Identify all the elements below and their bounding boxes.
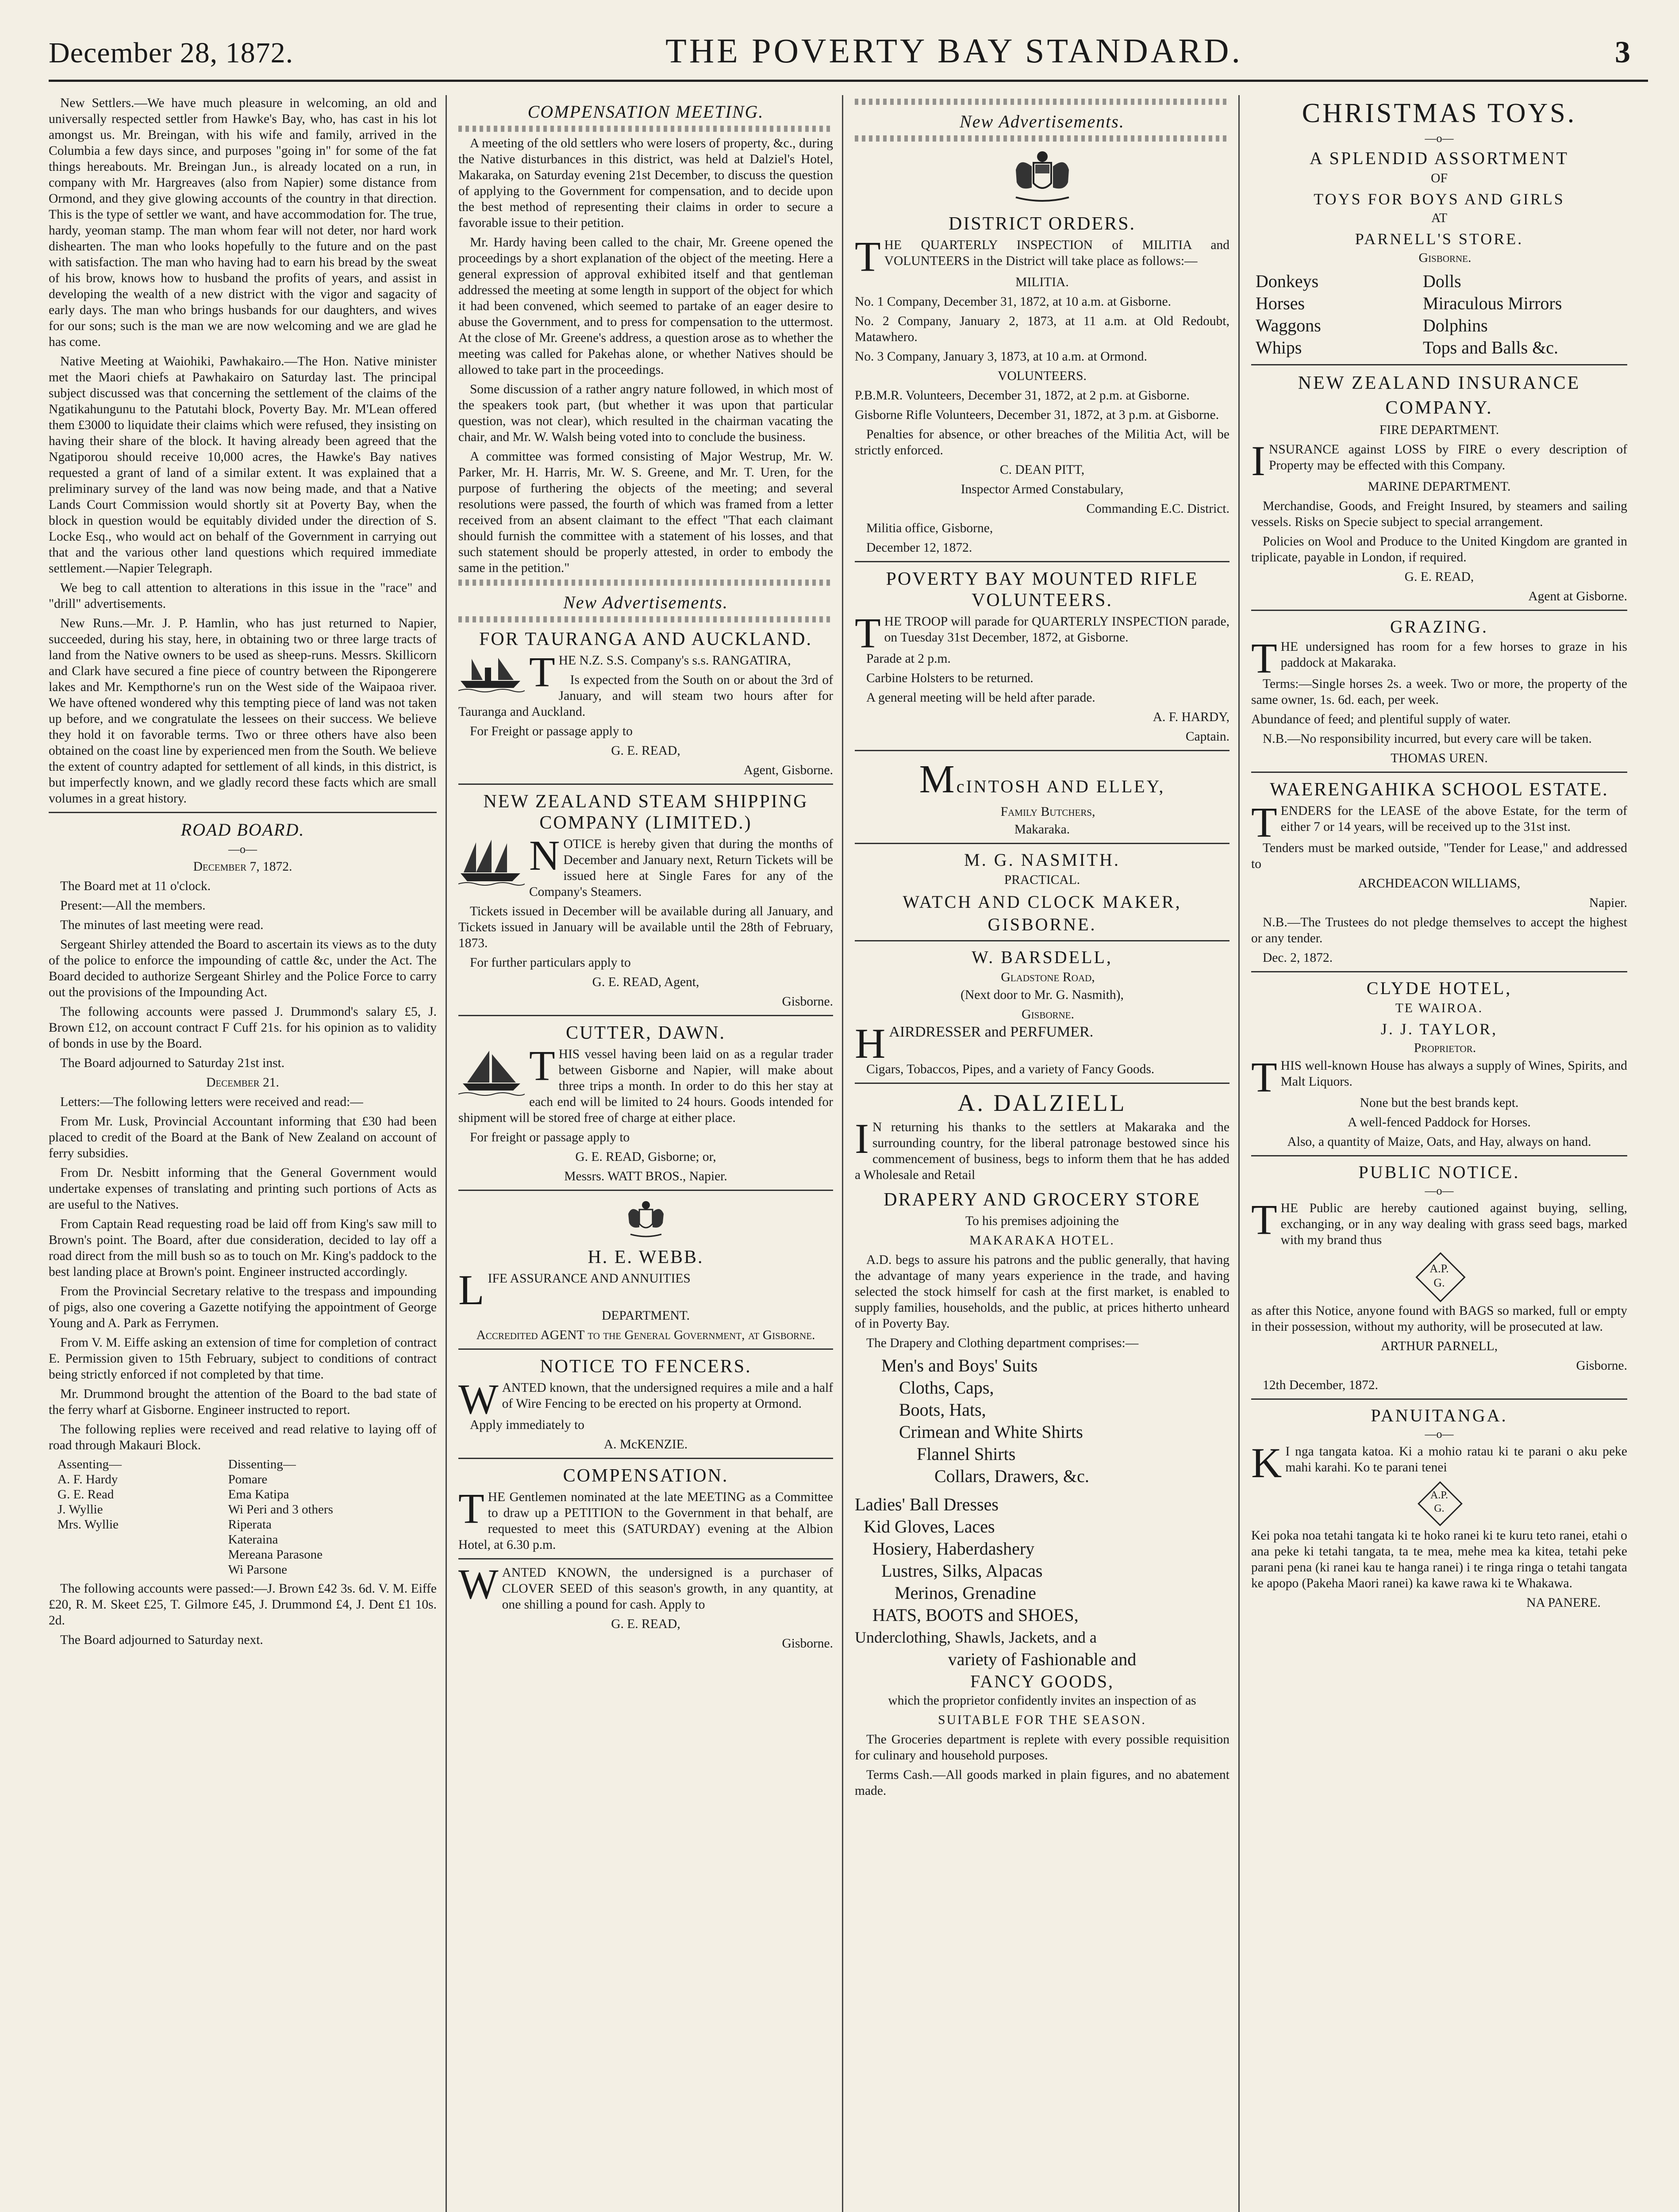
ad-signature: G. E. READ, Agent, xyxy=(592,975,699,989)
ad-body: WANTED KNOWN, the undersigned is a purchaser of CLOVER SEED of this season's growth, in any quantity, at one shilling a pound for cash. Apply to xyxy=(458,1560,833,1612)
assenting-heading: Assenting— xyxy=(58,1457,122,1471)
ornament-rule xyxy=(855,99,1229,105)
ornament-rule: —o— xyxy=(1425,1184,1454,1197)
drop-cap: I xyxy=(1251,437,1265,484)
list-item: Cloths, Caps, xyxy=(899,1378,994,1398)
divider xyxy=(1251,364,1627,365)
ad-body: The Groceries department is replete with every possible requisition for culinary and household purposes. xyxy=(855,1732,1229,1763)
ad-body: Gisborne. xyxy=(1021,1007,1074,1022)
ad-title: CHRISTMAS TOYS. xyxy=(1302,98,1577,128)
cutter-ship-icon xyxy=(458,1048,525,1097)
ad-body: NOTICE is hereby given that during the months of December and January next, Return Tickets will be issued here at Single Fares for any of the Company's Steamers. xyxy=(458,836,833,900)
brand-diamond xyxy=(1251,1252,1627,1300)
ad-title: GRAZING. xyxy=(1390,617,1488,637)
column-4 xyxy=(1251,95,1636,2212)
brand-text: G. xyxy=(1433,1276,1445,1289)
drop-cap: L xyxy=(458,1266,484,1313)
ad-signature: A. F. HARDY, xyxy=(1153,710,1229,724)
ad-body: GISBORNE. xyxy=(987,914,1097,934)
drop-cap: T xyxy=(855,233,881,280)
list-item: Merinos, Grenadine xyxy=(895,1583,1036,1603)
drop-cap: T xyxy=(458,1485,484,1532)
drop-cap: T xyxy=(1251,1196,1277,1243)
ad-body: which the proprietor confidently invites an inspection of as xyxy=(888,1694,1196,1708)
ad-body: Policies on Wool and Produce to the United Kingdom are granted in triplicate, payable in London, if required. xyxy=(1251,534,1627,565)
ad-signature: G. E. READ, xyxy=(611,1617,680,1631)
divider xyxy=(855,750,1229,751)
ad-body: Also, a quantity of Maize, Oats, and Hay, always on hand. xyxy=(1287,1135,1591,1149)
ad-body: SUITABLE FOR THE SEASON. xyxy=(938,1713,1146,1727)
ad-signature: ARTHUR PARNELL, xyxy=(1380,1339,1498,1353)
ad-title: POVERTY BAY MOUNTED RIFLE VOLUNTEERS. xyxy=(886,569,1199,611)
ad-body: as after this Notice, anyone found with BAGS so marked, full or empty in their possession, without my authority, will be prosecuted at law. xyxy=(1251,1304,1627,1334)
ad-body: TENDERS for the LEASE of the above Estate, for the term of either 7 or 14 years, will be received up to the 31st inst. xyxy=(1251,799,1627,846)
ad-body: Family Butchers, xyxy=(1000,804,1095,819)
ad-signature: A. McKENZIE. xyxy=(603,1437,688,1452)
sailing-ship-icon xyxy=(458,838,525,887)
divider xyxy=(458,1458,833,1459)
ad-signature: THOMAS UREN. xyxy=(1391,751,1488,765)
ad-body: WATCH AND CLOCK MAKER, xyxy=(903,892,1182,912)
ad-body: TOYS FOR BOYS AND GIRLS xyxy=(1314,190,1565,208)
ad-body: THE Gentlemen nominated at the late MEETING as a Committee to draw up a PETITION to the Government in that behalf, are requested to meet this (SATURDAY) evening at the Albion Hotel, at 6.30 p.m. xyxy=(458,1485,833,1552)
ad-signature: G. E. READ, Gisborne; or, xyxy=(575,1150,716,1164)
list-item: Hosiery, Haberdashery xyxy=(872,1539,1035,1559)
new-advertisements-heading: New Advertisements. xyxy=(960,111,1125,131)
royal-arms-icon xyxy=(855,145,1229,207)
ad-title: FOR TAURANGA AND AUCKLAND. xyxy=(479,629,812,649)
dissenting-heading: Dissenting— xyxy=(228,1457,296,1471)
ad-grazing xyxy=(1251,616,1627,766)
ad-waerengahika xyxy=(1251,779,1627,966)
ad-signature: NA PANERE. xyxy=(1526,1596,1601,1610)
drop-cap: W xyxy=(458,1560,499,1608)
brand-mark xyxy=(1415,1252,1464,1300)
ad-tauranga xyxy=(458,629,833,778)
dissent-name: Mereana Parasone xyxy=(228,1548,323,1562)
divider xyxy=(1251,772,1627,773)
list-item: Donkeys xyxy=(1256,271,1319,291)
ad-body: Abundance of feed; and plentiful supply of water. xyxy=(1251,712,1511,726)
ornament-rule: —o— xyxy=(1425,132,1454,145)
drop-cap: N xyxy=(529,832,560,879)
road-board-para: From V. M. Eiffe asking an extension of time for completion of contract E. Permission given to 15th February, subject to conditions of contract being strictly enforced if not completed by that time. xyxy=(49,1336,437,1382)
ad-body: No. 1 Company, December 31, 1872, at 10 a.m. at Gisborne. xyxy=(855,295,1171,309)
ad-body: N.B.—The Trustees do not pledge themselves to accept the highest or any tender. xyxy=(1251,915,1627,945)
ad-body: Parade at 2 p.m. xyxy=(866,652,951,666)
compensation-para: Some discussion of a rather angry nature followed, in which most of the speakers took part, (but whether it was upon that particular question, was not clear), which resulted in the chairman vacating the chair, and Mr. W. Walsh being voted into to conclude the business. xyxy=(458,382,833,444)
ad-signature: Napier. xyxy=(1589,896,1627,910)
ad-body: HAIRDRESSER and PERFUMER. xyxy=(855,1020,1094,1067)
ad-body: PRACTICAL. xyxy=(1004,873,1080,887)
ad-body: Dec. 2, 1872. xyxy=(1263,951,1333,965)
drop-cap: T xyxy=(1251,634,1277,682)
road-board-para: The Board adjourned to Saturday next. xyxy=(60,1633,263,1647)
ad-title: A. DALZIELL xyxy=(957,1090,1127,1116)
ad-body: Proprietor. xyxy=(1414,1041,1476,1055)
ladies-list xyxy=(855,1494,1229,1693)
ad-body: THE QUARTERLY INSPECTION of MILITIA and VOLUNTEERS in the District will take place as follows:— xyxy=(855,233,1229,280)
toys-right-list xyxy=(1423,270,1627,359)
column-2 xyxy=(458,95,843,2212)
ad-signature: Gisborne. xyxy=(782,1636,833,1651)
column-1 xyxy=(49,95,447,2212)
road-board-para: Letters:—The following letters were received and read:— xyxy=(60,1095,363,1109)
ad-signature: Agent, Gisborne. xyxy=(743,763,833,777)
ad-signature: Commanding E.C. District. xyxy=(1086,502,1229,516)
ad-dalziell xyxy=(855,1089,1229,1799)
ad-body: No. 2 Company, January 2, 1873, at 11 a.m. at Old Redoubt, Matawhero. xyxy=(855,314,1229,344)
drop-cap: T xyxy=(855,609,881,657)
ad-body: None but the best brands kept. xyxy=(1360,1096,1519,1110)
ornament-rule: —o— xyxy=(228,843,257,856)
ad-title: DISTRICT ORDERS. xyxy=(949,214,1136,234)
ad-body: No. 3 Company, January 3, 1873, at 10 a.m. at Ormond. xyxy=(855,349,1147,364)
ad-body: J. J. TAYLOR, xyxy=(1380,1020,1498,1038)
ad-body: Makaraka. xyxy=(1014,822,1070,837)
ad-body: Penalties for absence, or other breaches of the Militia Act, will be strictly enforced. xyxy=(855,427,1229,457)
list-item: Dolphins xyxy=(1423,315,1488,335)
ad-signature: G. E. READ, xyxy=(611,744,680,758)
ad-title: CLYDE HOTEL, xyxy=(1366,978,1512,998)
compensation-para: A meeting of the old settlers who were losers of property, &c., during the Native disturbances in this district, was held at Dalziel's Hotel, Makaraka, on Saturday evening 21st December, to discuss the question of applying to the Government for compensation, and to decide upon the best method of representing their claims in order to secure a favorable issue to their petition. xyxy=(458,136,833,230)
ad-signature: Agent at Gisborne. xyxy=(1528,589,1627,603)
road-board-para: The following accounts were passed:—J. Brown £42 3s. 6d. V. M. Eiffe £20, R. M. Skeet £25, T. Gilmore £45, J. Drummond £4, J. Dent £1 10s. 2d. xyxy=(49,1582,437,1628)
ad-poverty-bay-rifles xyxy=(855,568,1229,745)
road-board-heading: ROAD BOARD. xyxy=(181,820,305,840)
divider xyxy=(49,812,437,813)
list-item: Waggons xyxy=(1256,315,1321,335)
ad-body: Gisborne. xyxy=(1418,250,1472,265)
road-board-para: The Board met at 11 o'clock. xyxy=(60,879,211,893)
ad-body: DEPARTMENT. xyxy=(601,1309,690,1323)
ad-body: THE undersigned has room for a few horses to graze in his paddock at Makaraka. xyxy=(1251,634,1627,682)
ad-mcintosh-elley xyxy=(855,757,1229,837)
list-item: Tops and Balls &c. xyxy=(1423,338,1559,357)
ornament-rule xyxy=(458,580,833,586)
ad-title: COMPENSATION. xyxy=(563,1466,729,1486)
ad-body: K I nga tangata katoa. Ki a mohio ratau ki te parani o aku peke mahi karahi. Ko te parani tenei xyxy=(1251,1439,1627,1486)
ad-title: M. G. NASMITH. xyxy=(964,850,1120,870)
divider xyxy=(458,1348,833,1350)
ad-body: A.D. begs to assure his patrons and the public generally, that having the advantage of many years experience in the trade, and having selected the stock himself for cash at the first market, is enabled to supply families, households, and the public, at prices hitherto unheard of in Poverty Bay. xyxy=(855,1253,1229,1331)
ad-subheading: FIRE DEPARTMENT. xyxy=(1379,423,1499,437)
assenting-list xyxy=(58,1457,228,1577)
compensation-para: A committee was formed consisting of Major Westrup, Mr. W. Parker, Mr. H. Harris, Mr. W. S. Greene, and Mr. T. Uren, for the purpose of furthering the objects of the meeting; and several resolutions were passed, the fourth of which was framed from a letter received from an absent claimant to the effect "That each claimant should furnish the committee with a statement of his losses, and that such statement should be properly attested, in order to embody the same in the petition." xyxy=(458,449,833,575)
brand-text: A.P. xyxy=(1430,1490,1448,1501)
ad-body: For freight or passage apply to xyxy=(470,1130,630,1144)
ad-nasmith xyxy=(855,849,1229,935)
list-item: Flannel Shirts xyxy=(917,1444,1016,1464)
ad-public-notice xyxy=(1251,1162,1627,1393)
ad-body: P.B.M.R. Volunteers, December 31, 1872, at 2 p.m. at Gisborne. xyxy=(855,388,1190,403)
divider xyxy=(1251,610,1627,611)
ad-nz-insurance xyxy=(1251,371,1627,604)
ad-subheading: MARINE DEPARTMENT. xyxy=(1368,480,1511,494)
list-item: Collars, Drawers, &c. xyxy=(934,1466,1089,1486)
ad-signature: Gisborne. xyxy=(782,995,833,1009)
list-item: Men's and Boys' Suits xyxy=(881,1356,1038,1375)
list-item: Ladies' Ball Dresses xyxy=(855,1494,999,1514)
steamship-icon xyxy=(458,654,525,692)
ad-body: THIS well-known House has always a supply of Wines, Spirits, and Malt Liquors. xyxy=(1251,1053,1627,1101)
ad-body: 12th December, 1872. xyxy=(1263,1378,1378,1392)
ad-body: THE Public are hereby cautioned against buying, selling, exchanging, or in any way dealing with grass seed bags, marked with my brand thus xyxy=(1251,1196,1627,1247)
road-board-para: From Dr. Nesbitt informing that the General Government would undertake expenses of translating and printing such portions of Acts as are useful to the Natives. xyxy=(49,1166,437,1212)
ad-body: TE WAIROA. xyxy=(1395,1001,1483,1015)
newspaper-title: THE POVERTY BAY STANDARD. xyxy=(665,31,1243,70)
list-item: Crimean and White Shirts xyxy=(899,1422,1083,1442)
coat-of-arms-icon xyxy=(458,1196,833,1240)
ad-body: Merchandise, Goods, and Freight Insured, by steamers and sailing vessels. Risks on Specie subject to special arrangement. xyxy=(1251,499,1627,529)
assent-name: Mrs. Wyllie xyxy=(58,1517,119,1532)
ad-christmas-toys xyxy=(1251,98,1627,359)
ad-title: PUBLIC NOTICE. xyxy=(1358,1162,1520,1182)
divider xyxy=(855,561,1229,562)
divider xyxy=(855,940,1229,941)
ad-body: Apply immediately to xyxy=(470,1418,584,1432)
ornament-rule xyxy=(855,135,1229,142)
ad-body: LIFE ASSURANCE AND ANNUITIES xyxy=(458,1266,691,1313)
ad-signature: Inspector Armed Constabulary, xyxy=(961,482,1124,496)
brand-diamond xyxy=(1251,1481,1627,1525)
drop-cap: T xyxy=(1251,799,1277,846)
ad-body: MAKARAKA HOTEL. xyxy=(969,1233,1115,1248)
road-board-para: From the Provincial Secretary relative to the trespass and impounding of pigs, also one covering a Gazette notifying the appointment of George Young and A. Park as Ferrymen. xyxy=(49,1284,437,1330)
ad-body: Accredited AGENT to the General Government, at Gisborne. xyxy=(476,1328,815,1342)
ad-title: NEW ZEALAND STEAM SHIPPING COMPANY (LIMITED.) xyxy=(483,791,808,833)
ad-body: I N returning his thanks to the settlers at Makaraka and the surrounding country, for the liberal patronage bestowed since his commencement of business, begs to inform them that he has added a Wholesale and Retail xyxy=(855,1115,1229,1182)
ad-body: To his premises adjoining the xyxy=(965,1214,1119,1228)
assent-dissent-table xyxy=(58,1457,437,1577)
ad-body: INSURANCE against LOSS by FIRE o every description of Property may be effected with this Company. xyxy=(1251,437,1627,484)
ad-signature: Gisborne. xyxy=(1576,1359,1627,1373)
ad-title: W. BARSDELL, xyxy=(972,947,1113,967)
divider xyxy=(458,783,833,785)
ad-panuitanga xyxy=(1251,1405,1627,1611)
ad-signature: C. DEAN PITT, xyxy=(999,463,1085,477)
drop-cap: T xyxy=(529,1042,555,1089)
ornament-rule xyxy=(458,616,833,622)
dissent-name: Ema Katipa xyxy=(228,1487,289,1502)
ad-body: Cigars, Tobaccos, Pipes, and a variety of Fancy Goods. xyxy=(866,1062,1155,1076)
list-item: Whips xyxy=(1256,338,1302,357)
ad-title: PANUITANGA. xyxy=(1371,1406,1508,1425)
list-item: Underclothing, Shawls, Jackets, and a xyxy=(855,1628,1097,1646)
ad-signature: Messrs. WATT BROS., Napier. xyxy=(564,1169,727,1183)
divider xyxy=(855,1083,1229,1084)
ad-title: NEW ZEALAND INSURANCE COMPANY. xyxy=(1298,373,1581,418)
ad-body: For further particulars apply to xyxy=(470,956,631,970)
issue-date: December 28, 1872. xyxy=(49,37,294,69)
ad-body: Carbine Holsters to be returned. xyxy=(866,671,1034,685)
ad-notice-fencers xyxy=(458,1356,833,1452)
masthead xyxy=(49,31,1648,82)
ad-webb xyxy=(458,1196,833,1343)
dissent-name: Wi Parsone xyxy=(228,1563,287,1577)
road-board-para: Mr. Drummond brought the attention of the Board to the bad state of the ferry wharf at Gisborne. Engineer instructed to report. xyxy=(49,1387,437,1417)
dissent-name: Riperata xyxy=(228,1517,272,1532)
article-new-settlers: New Settlers.—We have much pleasure in welcoming, an old and universally respected settler from Hawke's Bay, who, has cast in his lot amongst us. Mr. Breingan, with his wife and family, arrived in the Columbia a few days since, and purposes "going in" for some of the fat things hereabouts. Mr. Breingan Jun., is already located on a run, in company with Mr. Hargreaves (also from Napier) some distance from Ormond, and they give glowing accounts of the country in that direction. This is the type of settler we want, and have accommodation for. The true, hardy, yeoman stamp. The man whom fear will not deter, nor hard work dishearten. The man who looks hopefully to the future and on the past with satisfaction. The man who having had to earn his bread by the sweat of his brow, knows how to husband the profits of years, and assist in developing the wealth of a new district with the vigor and sagacity of early days. The man who brings husbands for our daughters, and wives for our sons; such is the man we are now welcoming and we are glad he has come. xyxy=(49,96,437,349)
ad-title: McINTOSH AND ELLEY, xyxy=(919,757,1165,801)
road-board-para: The following accounts were passed J. Drummond's salary £5, J. Brown £12, on account contract F Cuff 21s. for his opinion as to validity of bonds in use by the Board. xyxy=(49,1005,437,1051)
road-board-para: From Captain Read requesting road be laid off from King's saw mill to Brown's point. The Board, after due consideration, decided to lay off a road direct from the mill bush so as to touch on Mr. King's paddock to the best landing place at Brown's point. Engineer instructed accordingly. xyxy=(49,1217,437,1279)
list-item: variety of Fashionable and xyxy=(948,1649,1137,1669)
assent-name: J. Wyllie xyxy=(58,1502,103,1517)
ad-title: CUTTER, DAWN. xyxy=(565,1023,726,1043)
drop-cap: W xyxy=(458,1375,499,1423)
toys-list xyxy=(1251,270,1627,359)
road-board-para: The Board adjourned to Saturday 21st inst. xyxy=(60,1056,285,1070)
ad-signature: G. E. READ, xyxy=(1404,570,1474,584)
assent-name: A. F. Hardy xyxy=(58,1472,118,1486)
dissenting-list xyxy=(228,1457,437,1577)
ad-signature: ARCHDEACON WILLIAMS, xyxy=(1358,876,1521,891)
ad-title: WAERENGAHIKA SCHOOL ESTATE. xyxy=(1270,780,1609,800)
brand-text: A.P. xyxy=(1429,1262,1449,1275)
ad-nz-steam-shipping xyxy=(458,791,833,1010)
drop-cap: H xyxy=(855,1020,886,1067)
drop-cap: T xyxy=(1251,1053,1277,1101)
ad-body: Gladstone Road, xyxy=(1001,970,1095,984)
divider xyxy=(1251,1155,1627,1156)
drop-cap: I xyxy=(855,1115,869,1162)
ad-signature: December 12, 1872. xyxy=(866,541,972,555)
ad-body: THE TROOP will parade for QUARTERLY INSPECTION parade, on Tuesday 31st December, 1872, at Gisborne. xyxy=(855,609,1229,657)
article-new-runs: New Runs.—Mr. J. P. Hamlin, who has just returned to Napier, succeeded, during his stay, here, in obtaining two or three large tracts of land from the Native owners to be used as sheep-runs. Messrs. Skillicorn and Clark have secured a fine piece of country between the Ripongerere lakes and Mr. Kempthorne's run on the West side of the Waipaoa river. We have oftened wondered why this tempting piece of land was not taken up before, and we congratulate the lessees on their success. We believe they hold it on favorable terms. Two or three others have also been obtained on the coast line by experienced men from the South. We believe the extent of country adapted for settlement of all kinds, in this district, is but imperfectly known, and we gladly record these facts which are small volumes in a great history. xyxy=(49,616,437,806)
ad-body: THIS vessel having been laid on as a regular trader between Gisborne and Napier, will make about three trips a month. In order to do this her stay at each end will be limited to 24 hours. Goods intended for shipment will be stored free of charge at either place. xyxy=(458,1042,833,1125)
ad-clover-seed xyxy=(458,1560,833,1651)
road-board-para: From Mr. Lusk, Provincial Accountant informing that £30 had been placed to credit of the Board at the Bank of New Zealand on account of ferry subsidies. xyxy=(49,1114,437,1160)
new-advertisements-heading: New Advertisements. xyxy=(563,592,728,612)
ad-body: Kei poka noa tetahi tangata ki te hoko ranei ki te kuru teto ranei, etahi o ana peke ki tetahi tangata, ta te mea, mehe mea ka kitea, tetahi peke parani pena (ki ranei kau te hanga ranei) i te ringa ringa o tetahi tangata ke apopo (Pakeha Maori ranei) ka kawe rawa ki te Whakawa. xyxy=(1251,1528,1627,1590)
divider xyxy=(458,1190,833,1191)
road-board-date: December 7, 1872. xyxy=(193,860,292,874)
ad-body: A general meeting will be held after parade. xyxy=(866,691,1095,705)
ad-body: Terms:—Single horses 2s. a week. Two or more, the property of the same owner, 1s. 6d. each, per week. xyxy=(1251,677,1627,707)
drop-cap: T xyxy=(529,648,555,695)
list-item: Lustres, Silks, Alpacas xyxy=(881,1561,1043,1581)
list-item: Dolls xyxy=(1423,271,1461,291)
ad-body: Gisborne Rifle Volunteers, December 31, 1872, at 3 p.m. at Gisborne. xyxy=(855,408,1219,422)
list-item: Horses xyxy=(1256,293,1305,313)
assent-name: G. E. Read xyxy=(58,1487,114,1502)
list-item: Miraculous Mirrors xyxy=(1423,293,1562,313)
ad-body: The Drapery and Clothing department comprises:— xyxy=(866,1336,1139,1350)
ad-compensation xyxy=(458,1465,833,1553)
ad-body: (Next door to Mr. G. Nasmith), xyxy=(961,988,1124,1002)
ad-body: For Freight or passage apply to xyxy=(470,724,633,738)
ornament-rule xyxy=(458,126,833,132)
ad-body: A SPLENDID ASSORTMENT xyxy=(1309,148,1569,168)
columns xyxy=(49,95,1648,2212)
compensation-meeting-heading: COMPENSATION MEETING. xyxy=(527,102,764,122)
ad-barsdell xyxy=(855,947,1229,1077)
ad-title: NOTICE TO FENCERS. xyxy=(540,1356,752,1377)
ad-subheading: MILITIA. xyxy=(1015,275,1069,289)
page-number: 3 xyxy=(1615,35,1630,69)
ad-cutter-dawn xyxy=(458,1022,833,1184)
ad-signature: Militia office, Gisborne, xyxy=(866,521,993,535)
ad-title: H. E. WEBB. xyxy=(588,1247,704,1267)
list-item: Kid Gloves, Laces xyxy=(864,1517,995,1536)
drop-cap: K xyxy=(1251,1439,1282,1486)
road-board-date: December 21. xyxy=(206,1075,279,1090)
ad-body: AT xyxy=(1431,211,1448,225)
divider xyxy=(855,843,1229,844)
dissent-name: Wi Peri and 3 others xyxy=(228,1502,333,1517)
ad-signature: Captain. xyxy=(1185,730,1229,744)
dissent-name: Pomare xyxy=(228,1472,268,1486)
road-board-para: The following replies were received and read relative to laying off of road through Makauri Block. xyxy=(49,1422,437,1452)
ad-body: THE N.Z. S.S. Company's s.s. RANGATIRA, xyxy=(458,653,833,668)
ornament-rule: —o— xyxy=(1425,1428,1454,1440)
dissent-name: Kateraina xyxy=(228,1532,278,1547)
brand-text: G. xyxy=(1434,1503,1445,1514)
divider xyxy=(458,1558,833,1559)
toys-left-list xyxy=(1251,270,1423,359)
ad-subheading: VOLUNTEERS. xyxy=(998,369,1087,383)
ad-body: Terms Cash.—All goods marked in plain figures, and no abatement made. xyxy=(855,1768,1229,1798)
article-native-meeting: Native Meeting at Waiohiki, Pawhakairo.—The Hon. Native minister met the Maori chiefs at Pawhakairo on Saturday last. The principal subject discussed was that concerning the settlement of the claims of the Ngatikahungunu to the Patutahi block, Poverty Bay. Mr. M'Lean offered them £3000 to liquidate their claims which were refused, they insisting on having their share of the block. It having already been agreed that the Ngatiporou should receive 10,000 acres, the Hawke's Bay natives requested a grant of land of a similar extent. It was explained that a preliminary survey of the land was now being made, and that a Native Lands Court Commission would shortly sit at Poverty Bay, when the block in question would be equitably divided under the direction of S. Locke Esq., who would act on behalf of the Government in carrying out that and the various other land questions which required immediate settlement.—Napier Telegraph. xyxy=(49,354,437,576)
road-board-para: Present:—All the members. xyxy=(60,899,206,913)
ad-body: WANTED known, that the undersigned requires a mile and a half of Wire Fencing to be erected on his property at Ormond. xyxy=(458,1375,833,1423)
column-3 xyxy=(855,95,1240,2212)
road-board-para: The minutes of last meeting were read. xyxy=(60,918,264,932)
ad-district-orders xyxy=(855,145,1229,556)
ad-subheading: DRAPERY AND GROCERY STORE xyxy=(884,1190,1201,1210)
ad-body: PARNELL'S STORE. xyxy=(1355,230,1524,248)
compensation-para: Mr. Hardy having been called to the chair, Mr. Greene opened the proceedings by a short explanation of the object of the meeting. Here a general expression of approval exhibited itself and that gentleman addressed the meeting at some length in support of the object for which it had been convened, which seemed to partake of an eager desire to abuse the Government, and to press for compensation to the uttermost. At the close of Mr. Greene's address, a question arose as to whether the meeting was called for Pakehas alone, or whether Natives should be allowed to take part in the proceedings. xyxy=(458,235,833,377)
list-item: Boots, Hats, xyxy=(899,1400,986,1420)
ad-body: Tickets issued in December will be available during all January, and Tickets issued in January will be available until the 28th of February, 1873. xyxy=(458,904,833,950)
brand-mark xyxy=(1417,1481,1461,1525)
ad-clyde-hotel xyxy=(1251,978,1627,1150)
ad-body: Is expected from the South on or about the 3rd of January, and will steam two hours after for Tauranga and Auckland. xyxy=(458,673,833,719)
ad-body: A well-fenced Paddock for Horses. xyxy=(1348,1115,1531,1129)
clothing-list xyxy=(855,1355,1229,1487)
ad-body: N.B.—No responsibility incurred, but every care will be taken. xyxy=(1263,732,1592,746)
divider xyxy=(1251,1398,1627,1400)
article-alterations: We beg to call attention to alterations in this issue in the "race" and "drill" advertisements. xyxy=(49,581,437,611)
list-item: HATS, BOOTS and SHOES, xyxy=(872,1605,1079,1625)
divider xyxy=(1251,971,1627,972)
ad-body: OF xyxy=(1431,171,1448,185)
list-item: FANCY GOODS, xyxy=(970,1671,1114,1691)
divider xyxy=(458,1015,833,1016)
ad-body: Tenders must be marked outside, "Tender for Lease," and addressed to xyxy=(1251,841,1627,871)
road-board-para: Sergeant Shirley attended the Board to ascertain its views as to the duty of the police to enforce the impounding of cattle &c, under the Act. The Board decided to authorize Sergeant Shirley and the Police Force to carry out the provisions of the Impounding Act. xyxy=(49,937,437,999)
